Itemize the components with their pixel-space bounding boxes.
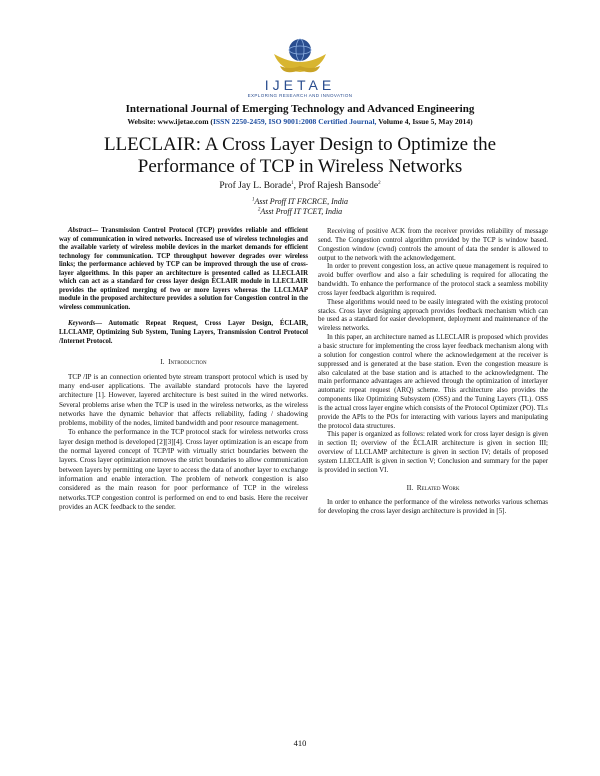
right-paragraph-4: In this paper, an architecture named as LLECLAIR is proposed which provides a basic structure for implementing the cross layer feedback mechanism along with a solution for congestion control where the acknowledgement at the receiver is suppressed and is generated at the base station. Even the congestion measure is also calculated at the base station and is attached to the acknowledgment. The main performance advantages are achieved through the optimization of interlayer automatic repeat request (ARQ) scheme. This architecture also provides the components like Optimizing Subsystem (OSS) and the Tuning Layers (TL). OSS is the actual cross layer engine which consists of the Protocol Optimizer (PO). TLs provide the APIs to the POs for interacting with various layers and manipulating the protocol data structures. — [318, 333, 548, 430]
affiliation-2-text: Asst Proff IT TCET, India — [260, 207, 343, 216]
author-1: Prof Jay L. Borade — [219, 181, 292, 192]
website-suffix: Volume 4, Issue 5, May 2014) — [376, 117, 473, 126]
keywords-label: Keywords— — [68, 320, 102, 328]
affiliation-1 — [0, 197, 600, 206]
website-prefix: Website: www.ijetae.com ( — [127, 117, 213, 126]
right-paragraph-2: In order to prevent congestion loss, an active queue management is required to avoid buffer overflow and also a fair scheduling is required for allocating the bandwidth. To enhance the performance of the protocol stack a seamless mobility cross layer feedback algorithm is required. — [318, 262, 548, 297]
website-issn[interactable]: ISSN 2250-2459, ISO 9001:2008 Certified Journal, — [212, 117, 377, 126]
affiliation-2 — [0, 207, 600, 216]
abstract — [59, 227, 308, 312]
paper-title-line1: LLECLAIR: A Cross Layer Design to Optimize the — [103, 134, 497, 155]
logo-tagline: EXPLORING RESEARCH AND INNOVATION — [247, 93, 353, 98]
section-1-number: I. — [160, 358, 165, 367]
abstract-text: Transmission Control Protocol (TCP) provides reliable and efficient way of communication in wired networks. Increased use of wireless technologies and the available variety of wireless mobile devices in the market demands for efficient technology for communication. TCP throughput however degrades over wireless links; the performance achieved by TCP can be improved through the use of cross-layer algorithms. In this paper an architecture is presented called as LLECLAIR which can act as a standard for cross layer design ÉCLAIR module in LLECLAIR provides the optimized merging of two or more layers whereas the LLCLMAP module in the proposed architecture provides a solution for Congestion control in the wireless communication. — [59, 227, 308, 311]
journal-name: International Journal of Emerging Technology and Advanced Engineering — [125, 103, 475, 115]
author-1-sup: 1 — [291, 181, 294, 186]
author-2: , Prof Rajesh Bansode — [293, 181, 379, 192]
author-list — [0, 181, 600, 191]
right-column — [318, 227, 548, 516]
affiliation-1-sup: 1 — [251, 197, 255, 203]
section-1-heading — [59, 358, 308, 367]
left-column — [59, 227, 308, 512]
logo-wordmark: IJETAE — [264, 77, 336, 93]
abstract-label: Abstract— — [68, 227, 99, 234]
keywords — [59, 320, 308, 346]
right-paragraph-5: This paper is organized as follows: related work for cross layer design is given in section II; overview of the ÉCLAIR architecture is given in section III; overview of LLCLAMP architecture is given in section IV; details of proposed system LLECLAIR is given in section V; Conclusion and summary for the paper is provided in section VI. — [318, 430, 548, 474]
section-2-number: II. — [406, 483, 414, 492]
intro-paragraph-1: TCP /IP is an connection oriented byte stream transport protocol which is used by many end-user applications. The available standard protocols have the layered architecture [1]. However, layered architecture is best suited in the wired networks. Several problems arise when the TCP is used in the wireless networks, as the wireless networks have the dynamic behavior that affects reliability, fading / shadowing problems, mobility of the nodes, limited bandwidth and poor resource management. — [59, 372, 308, 428]
paper-title-line2: Performance of TCP in Wireless Networks — [137, 156, 463, 177]
keywords-text: Automatic Repeat Request, Cross Layer Design, ÉCLAIR, LLCLAMP, Optimizing Sub System, Tuning Layers, Transmission Control Protocol /Internet Protocol. — [59, 320, 308, 345]
right-paragraph-6: In order to enhance the performance of the wireless networks various schemas for developing the cross layer design architecture is provided in [5]. — [318, 498, 548, 516]
page-number: 410 — [293, 738, 307, 748]
journal-website — [0, 117, 600, 126]
author-2-sup: 2 — [378, 181, 381, 186]
right-paragraph-1: Receiving of positive ACK from the receiver provides reliability of message send. The Congestion control algorithm provided by the TCP is window based. Congestion window (cwnd) controls the amount of data the sender is allowed to output to the network with the acknowledgement. — [318, 227, 548, 262]
affiliation-1-text: Asst Proff IT FRCRCE, India — [254, 197, 349, 206]
affiliation-2-sup: 2 — [257, 207, 261, 213]
section-2-title: Related Work — [416, 483, 460, 492]
right-paragraph-3: These algorithms would need to be easily integrated with the existing protocol stacks. Cross layer designing approach provides feedback mechanism which can be used as a standard for easier development, deployment and maintenance of the wireless networks. — [318, 297, 548, 333]
intro-paragraph-2: To enhance the performance in the TCP protocol stack for wireless networks cross layer design method is developed [2][3][4]. Cross layer optimization is an escape from the normal layered concept of TCP/IP with virtually strict boundaries between the layers. Cross layer optimization removes the strict boundaries to allow communication between layers by permitting one layer to access the data of another layer to exchange information and enable interaction. The problem of network congestion is also considered as the main reason for poor performance of TCP in the wireless networks.TCP congestion control is performed on end to end basis. Here the receiver provides an ACK feedback to the sender. — [59, 428, 308, 511]
paper-title — [40, 134, 560, 178]
section-2-heading — [318, 484, 548, 493]
section-1-title: Introduction — [168, 358, 207, 367]
